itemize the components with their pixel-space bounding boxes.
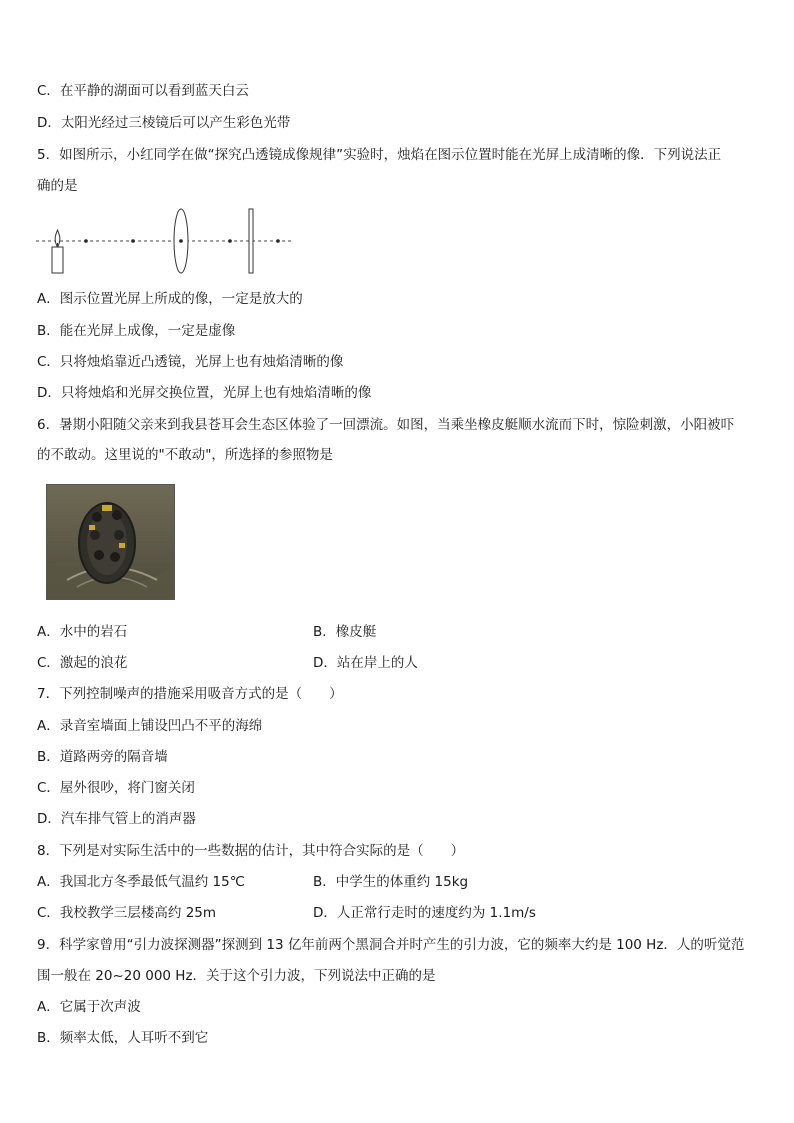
q9-option-b: B．频率太低，人耳听不到它 [37, 1030, 209, 1046]
q5-option-c: C．只将烛焰靠近凸透镜，光屏上也有烛焰清晰的像 [37, 354, 344, 370]
q6-option-d: D．站在岸上的人 [313, 655, 418, 671]
q6-stem-line1: 6．暑期小阳随父亲来到我县苍耳会生态区体验了一回漂流。如图，当乘坐橡皮艇顺水流而下时，惊险刺激，小阳被吓 [37, 417, 735, 433]
lens-center-mark [179, 239, 183, 243]
q4-option-d: D．太阳光经过三棱镜后可以产生彩色光带 [37, 115, 291, 131]
axis-mark [84, 239, 88, 243]
axis-mark [131, 239, 135, 243]
q6-option-c: C．激起的浪花 [37, 655, 128, 671]
q5-option-d: D．只将烛焰和光屏交换位置，光屏上也有烛焰清晰的像 [37, 385, 372, 401]
q9-stem-line1: 9．科学家曾用“引力波探测器”探测到 13 亿年前两个黑洞合并时产生的引力波，它的频率大约是 100 Hz．人的听觉范 [37, 937, 745, 953]
light-screen [249, 209, 253, 273]
q5-stem-line1: 5．如图所示，小红同学在做“探究凸透镜成像规律”实验时，烛焰在图示位置时能在光屏上成清晰的像．下列说法正 [37, 147, 722, 163]
q9-option-a: A．它属于次声波 [37, 999, 141, 1015]
q8-option-d: D．人正常行走时的速度约为 1.1m/s [313, 905, 536, 921]
q7-stem: 7．下列控制噪声的措施采用吸音方式的是（ ） [37, 686, 343, 702]
q8-stem: 8．下列是对实际生活中的一些数据的估计，其中符合实际的是（ ） [37, 843, 465, 859]
q6-stem-line2: 的不敢动。这里说的"不敢动"，所选择的参照物是 [37, 447, 333, 463]
candle-icon [52, 230, 63, 273]
rafting-photo [46, 484, 175, 600]
axis-mark [228, 239, 232, 243]
q7-option-d: D．汽车排气管上的消声器 [37, 811, 196, 827]
q6-option-a: A．水中的岩石 [37, 624, 128, 640]
q8-option-c: C．我校教学三层楼高约 25m [37, 905, 217, 921]
axis-mark [276, 239, 280, 243]
q7-option-b: B．道路两旁的隔音墙 [37, 749, 168, 765]
optical-bench-figure [36, 206, 298, 276]
q7-option-a: A．录音室墙面上铺设凹凸不平的海绵 [37, 718, 263, 734]
q5-stem-line2: 确的是 [37, 178, 78, 194]
q5-option-b: B．能在光屏上成像，一定是虚像 [37, 323, 236, 339]
q4-option-c: C．在平静的湖面可以看到蓝天白云 [37, 83, 249, 99]
q9-stem-line2: 围一般在 20~20 000 Hz．关于这个引力波，下列说法中正确的是 [37, 968, 436, 984]
q8-option-a: A．我国北方冬季最低气温约 15℃ [37, 874, 245, 890]
q7-option-c: C．屋外很吵，将门窗关闭 [37, 780, 195, 796]
q6-option-b: B．橡皮艇 [313, 624, 377, 640]
q8-option-b: B．中学生的体重约 15kg [313, 874, 469, 890]
q5-option-a: A．图示位置光屏上所成的像，一定是放大的 [37, 291, 303, 307]
